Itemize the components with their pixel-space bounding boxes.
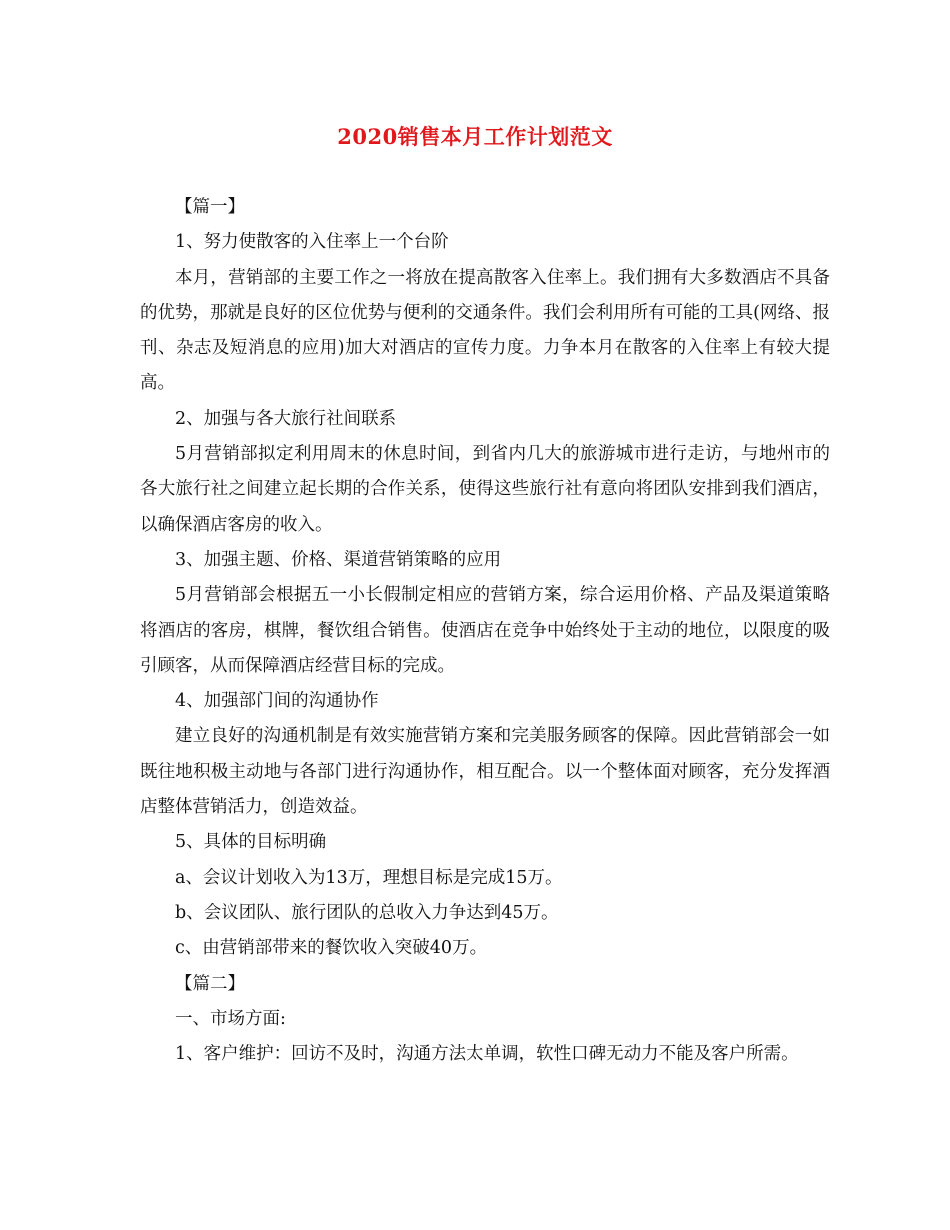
paragraph: 本月，营销部的主要工作之一将放在提高散客入住率上。我们拥有大多数酒店不具备的优势，那就是良好的区位优势与便利的交通条件。我们会利用所有可能的工具(网络、报刊、杂志及短消息的应用)加大对酒店的宣传力度。力争本月在散客的入住率上有较大提高。 xyxy=(140,267,830,394)
subsection-heading: 一、市场方面: xyxy=(175,1008,286,1029)
item-heading-2: 2、加强与各大旅行社间联系 xyxy=(175,408,397,429)
goal-item-b: b、会议团队、旅行团队的总收入力争达到45万。 xyxy=(175,902,559,923)
item-heading-1: 1、努力使散客的入住率上一个台阶 xyxy=(175,232,449,253)
item-heading-4: 4、加强部门间的沟通协作 xyxy=(175,691,379,712)
item-heading-5: 5、具体的目标明确 xyxy=(175,832,327,853)
section-heading-1: 【篇一】 xyxy=(175,197,245,217)
document-body xyxy=(140,190,830,1072)
paragraph: 1、客户维护：回访不及时，沟通方法太单调，软性口碑无动力不能及客户所需。 xyxy=(175,1044,799,1065)
paragraph: 建立良好的沟通机制是有效实施营销方案和完美服务顾客的保障。因此营销部会一如既往地积极主动地与各部门进行沟通协作，相互配合。以一个整体面对顾客，充分发挥酒店整体营销活力，创造效益。 xyxy=(140,726,830,818)
item-heading-3: 3、加强主题、价格、渠道营销策略的应用 xyxy=(175,549,502,570)
paragraph: 5月营销部拟定利用周末的休息时间，到省内几大的旅游城市进行走访，与地州市的各大旅行社之间建立起长期的合作关系，使得这些旅行社有意向将团队安排到我们酒店，以确保酒店客房的收入。 xyxy=(140,444,830,535)
goal-item-c: c、由营销部带来的餐饮收入突破40万。 xyxy=(175,938,488,959)
paragraph: 5月营销部会根据五一小长假制定相应的营销方案，综合运用价格、产品及渠道策略将酒店的客房，棋牌，餐饮组合销售。使酒店在竞争中始终处于主动的地位，以限度的吸引顾客，从而保障酒店经营目标的完成。 xyxy=(140,585,830,676)
document-title: 2020销售本月工作计划范文 xyxy=(337,124,613,149)
goal-item-a: a、会议计划收入为13万，理想目标是完成15万。 xyxy=(175,867,563,888)
section-heading-2: 【篇二】 xyxy=(175,973,245,994)
